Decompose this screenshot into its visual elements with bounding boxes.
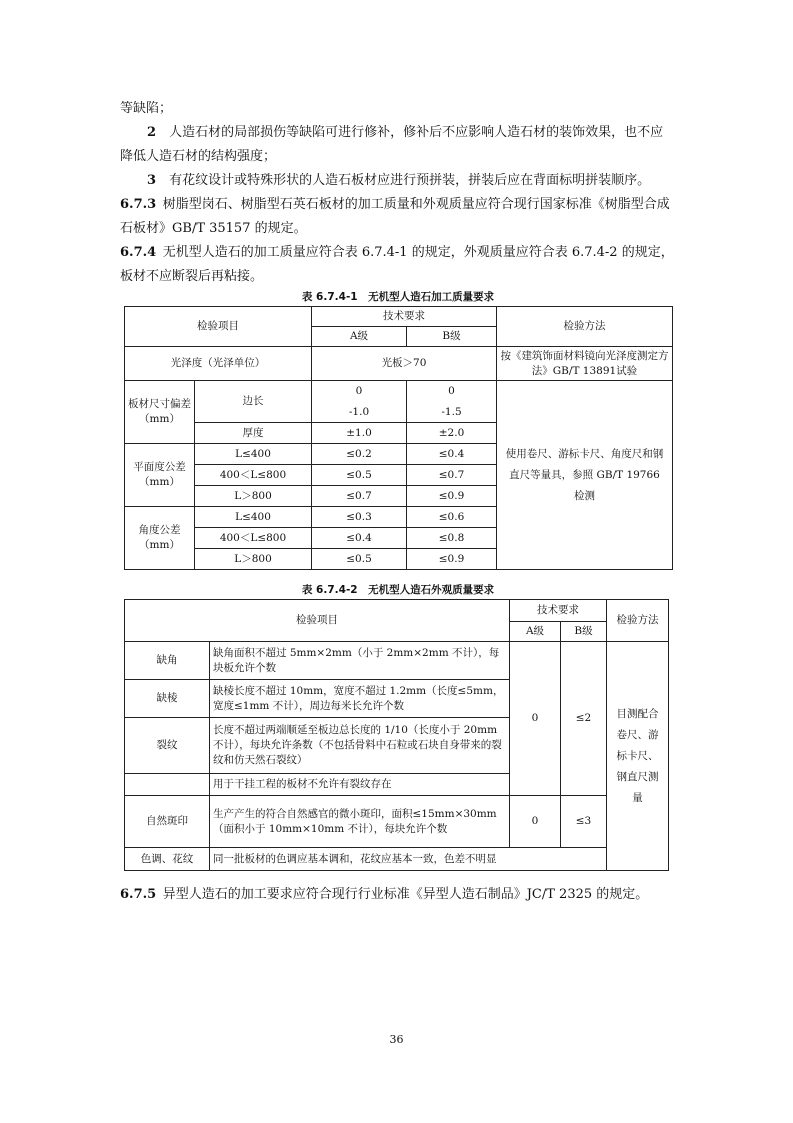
table-processing-quality [124, 306, 673, 570]
gloss-method: 按《建筑饰面材料镜向光泽度测定方法》GB/T 13891试验 [497, 347, 673, 381]
paragraph-text: 有花纹设计或特殊形状的人造石板材应进行预拼装，拼装后应在背面标明拼装顺序。 [169, 173, 651, 188]
paragraph-text: 等缺陷； [120, 101, 173, 116]
flatness-b: ≤0.9 [407, 486, 497, 507]
angle-a: ≤0.4 [312, 528, 407, 549]
flatness-b: ≤0.4 [407, 444, 497, 465]
natural-spot-label: 自然斑印 [125, 796, 210, 848]
group-b-value: ≤2 [561, 642, 607, 796]
paragraph-item-2 [120, 121, 676, 169]
table-appearance-quality [124, 599, 669, 871]
flatness-b: ≤0.7 [407, 465, 497, 486]
paragraph-item-3 [120, 169, 676, 193]
clause-text: 树脂型岗石、树脂型石英石板材的加工质量和外观质量应符合现行国家标准《树脂型合成石板材》GB/T 35157 的规定。 [120, 197, 670, 236]
crack-desc: 长度不超过两端顺延至板边总长度的 1/10（长度小于 20mm 不计），每块允许条数（不包括骨料中石粒或石块自身带来的裂纹和仿天然石裂纹） [210, 718, 510, 774]
header-grade-b: B级 [561, 622, 607, 642]
corner-missing-desc: 缺角面积不超过 5mm×2mm（小于 2mm×2mm 不计），每块板允许个数 [210, 642, 510, 680]
edge-a-lower: -1.0 [348, 405, 370, 418]
header-grade-a: A级 [312, 327, 407, 347]
thickness-b: ±2.0 [407, 423, 497, 444]
angle-group: 角度公差（mm） [125, 507, 195, 570]
angle-range: 400＜L≤800 [195, 528, 312, 549]
clause-text: 无机型人造石的加工质量应符合表 6.7.4-1 的规定，外观质量应符合表 6.7.4-2 的规定，板材不应断裂后再粘接。 [120, 245, 674, 284]
edge-a-upper: 0 [355, 384, 363, 397]
crack-empty [125, 774, 210, 796]
item-number: 3 [147, 173, 157, 188]
gloss-value: 光板＞70 [312, 347, 497, 381]
angle-a: ≤0.5 [312, 549, 407, 570]
paragraph-text: 人造石材的局部损伤等缺陷可进行修补，修补后不应影响人造石材的装饰效果，也不应降低人造石材的结构强度； [120, 125, 664, 164]
flatness-range: 400＜L≤800 [195, 465, 312, 486]
size-deviation-group: 板材尺寸偏差（mm） [125, 381, 195, 444]
page-number: 36 [389, 1033, 404, 1046]
flatness-range: L＞800 [195, 486, 312, 507]
angle-range: L≤400 [195, 507, 312, 528]
header-item: 检验项目 [125, 600, 510, 642]
header-method: 检验方法 [607, 600, 669, 642]
header-grade-a: A级 [510, 622, 561, 642]
clause-6-7-5 [120, 883, 676, 907]
paragraph-continuation [120, 97, 676, 121]
table-1-caption: 表 6.7.4-1 无机型人造石加工质量要求 [301, 291, 495, 303]
thickness-label: 厚度 [195, 423, 312, 444]
flatness-a: ≤0.7 [312, 486, 407, 507]
edge-length-a [312, 381, 407, 423]
header-method: 检验方法 [497, 307, 673, 347]
clause-6-7-4 [120, 241, 676, 289]
measure-method-text: 使用卷尺、游标卡尺、角度尺和钢直尺等量具，参照 GB/T 19766 检测 [505, 447, 664, 502]
header-item: 检验项目 [125, 307, 312, 347]
header-tech: 技术要求 [312, 307, 497, 327]
table-2-caption: 表 6.7.4-2 无机型人造石外观质量要求 [301, 584, 495, 596]
measure-method [497, 381, 673, 570]
hanging-crack-desc: 用于干挂工程的板材不允许有裂纹存在 [210, 774, 510, 796]
gloss-label: 光泽度（光泽单位） [125, 347, 312, 381]
edge-missing-desc: 缺棱长度不超过 10mm，宽度不超过 1.2mm（长度≤5mm，宽度≤1mm 不计），周边每米长允许个数 [210, 680, 510, 718]
edge-b-lower: -1.5 [441, 405, 462, 418]
color-pattern-desc: 同一批板材的色调应基本调和，花纹应基本一致，色差不明显 [210, 848, 607, 871]
angle-b: ≤0.8 [407, 528, 497, 549]
corner-missing-label: 缺角 [125, 642, 210, 680]
flatness-a: ≤0.5 [312, 465, 407, 486]
clause-number: 6.7.3 [120, 197, 157, 212]
item-number: 2 [147, 125, 157, 140]
natural-spot-a: 0 [510, 796, 561, 848]
header-tech: 技术要求 [510, 600, 607, 622]
appearance-method [607, 642, 669, 871]
angle-b: ≤0.9 [407, 549, 497, 570]
edge-length-label: 边长 [195, 381, 312, 423]
thickness-a: ±1.0 [312, 423, 407, 444]
edge-b-upper: 0 [448, 384, 455, 397]
natural-spot-b: ≤3 [561, 796, 607, 848]
angle-a: ≤0.3 [312, 507, 407, 528]
flatness-range: L≤400 [195, 444, 312, 465]
clause-number: 6.7.5 [120, 887, 157, 902]
natural-spot-desc: 生产产生的符合自然感官的微小斑印，面积≤15mm×30mm（面积小于 10mm×10mm 不计），每块允许个数 [210, 796, 510, 848]
angle-b: ≤0.6 [407, 507, 497, 528]
clause-text: 异型人造石的加工要求应符合现行行业标准《异型人造石制品》JC/T 2325 的规定。 [162, 887, 649, 902]
header-grade-b: B级 [407, 327, 497, 347]
group-a-value: 0 [510, 642, 561, 796]
edge-missing-label: 缺棱 [125, 680, 210, 718]
flatness-a: ≤0.2 [312, 444, 407, 465]
clause-number: 6.7.4 [120, 245, 157, 260]
angle-range: L＞800 [195, 549, 312, 570]
appearance-method-text: 目测配合卷尺、游标卡尺、钢直尺测量 [616, 707, 659, 804]
clause-6-7-3 [120, 193, 676, 241]
crack-label: 裂纹 [125, 718, 210, 774]
edge-length-b [407, 381, 497, 423]
flatness-group: 平面度公差（mm） [125, 444, 195, 507]
color-pattern-label: 色调、花纹 [125, 848, 210, 871]
